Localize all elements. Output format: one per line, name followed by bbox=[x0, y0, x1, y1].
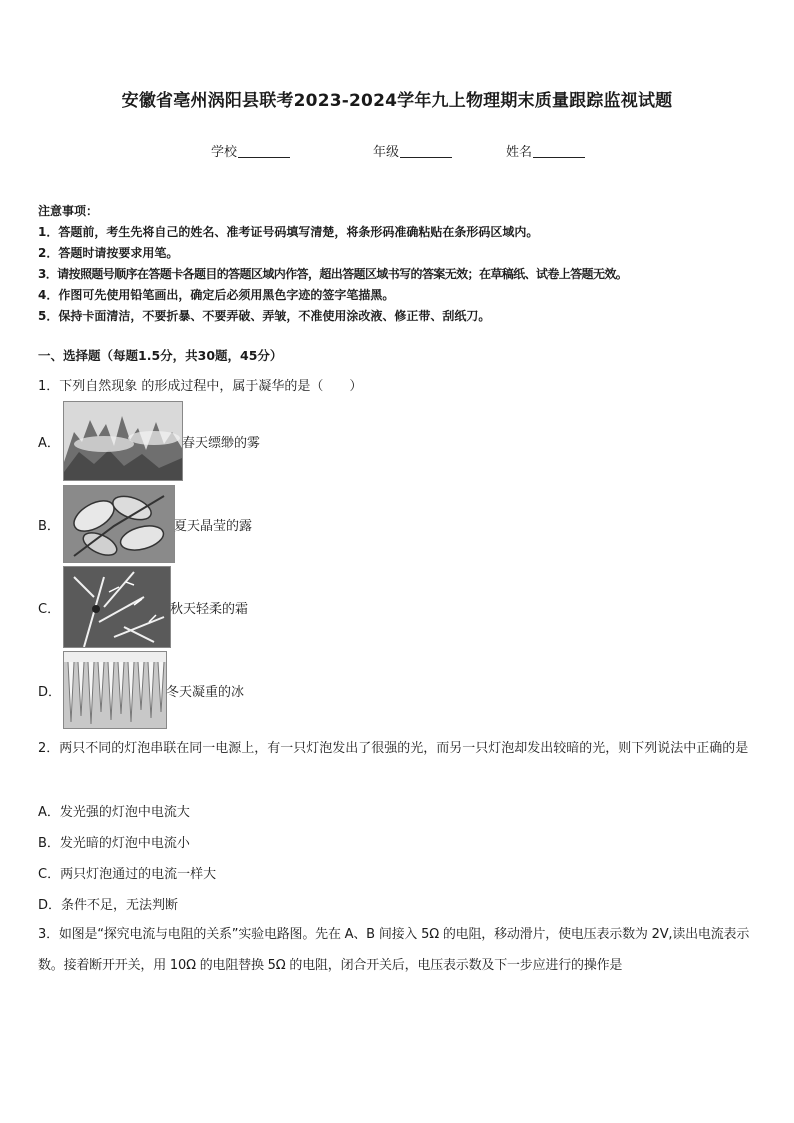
question-1-stem: 1．下列自然现象 的形成过程中，属于凝华的是（ ） bbox=[38, 379, 363, 394]
option-d-text: 冬天凝重的冰 bbox=[166, 685, 245, 700]
school-blank bbox=[238, 145, 290, 158]
question-3-stem: 3．如图是“探究电流与电阻的关系”实验电路图。先在 A、B 间接入 5Ω 的电阻，移动滑片，使电压表示数为 2V,读出电流表示数。接着断开开关，用 10Ω 的电阻替换 5Ω 的电阻，闭合开关后，电压表示数及下一步应进行的操作是 bbox=[38, 927, 750, 973]
dew-leaf-photo-icon bbox=[63, 485, 175, 563]
option-c-letter: C． bbox=[38, 602, 61, 617]
icicle-svg bbox=[64, 652, 166, 728]
question-2-option: C．两只灯泡通过的电流一样大 bbox=[38, 867, 217, 882]
notice-item: 1．答题前，考生先将自己的姓名、准考证号码填写清楚，将条形码准确粘贴在条形码区域内。 bbox=[38, 225, 539, 239]
grade-blank bbox=[400, 145, 452, 158]
school-field bbox=[211, 141, 290, 160]
grade-field bbox=[373, 141, 452, 160]
option-a-letter: A． bbox=[38, 436, 60, 451]
section-heading: 一、选择题（每题1.5分，共30题，45分） bbox=[38, 348, 283, 363]
notice-item: 5．保持卡面清洁，不要折暴、不要弄破、弄皱，不准使用涂改液、修正带、刮纸刀。 bbox=[38, 309, 491, 323]
question-2-option: B．发光暗的灯泡中电流小 bbox=[38, 836, 190, 851]
name-field bbox=[506, 141, 585, 160]
question-2-option: A．发光强的灯泡中电流大 bbox=[38, 805, 190, 820]
option-b-letter: B． bbox=[38, 519, 60, 534]
frost-branch-photo-icon bbox=[63, 566, 171, 648]
icicle-photo-icon bbox=[63, 651, 167, 729]
name-label: 姓名 bbox=[506, 145, 533, 160]
frost-branch-svg bbox=[64, 567, 170, 647]
option-a-text: 春天缥缈的雾 bbox=[182, 436, 261, 451]
dew-leaf-svg bbox=[64, 486, 174, 562]
option-c-text: 秋天轻柔的霜 bbox=[170, 602, 249, 617]
notice-item: 4．作图可先使用铅笔画出，确定后必须用黑色字迹的签字笔描黑。 bbox=[38, 288, 395, 302]
grade-label: 年级 bbox=[373, 145, 400, 160]
name-blank bbox=[533, 145, 585, 158]
school-label: 学校 bbox=[211, 145, 238, 160]
notice-item: 2．答题时请按要求用笔。 bbox=[38, 246, 179, 260]
notice-heading: 注意事项： bbox=[38, 204, 99, 218]
option-d-letter: D． bbox=[38, 685, 62, 700]
question-2-stem: 2．两只不同的灯泡串联在同一电源上，有一只灯泡发出了很强的光，而另一只灯泡却发出较暗的光，则下列说法中正确的是 bbox=[38, 741, 749, 756]
notice-block bbox=[38, 201, 778, 327]
page-title: 安徽省亳州涡阳县联考2023-2024学年九上物理期末质量跟踪监视试题 bbox=[121, 91, 673, 111]
mist-mountain-svg bbox=[64, 402, 182, 480]
notice-item: 3．请按照题号顺序在答题卡各题目的答题区域内作答，超出答题区域书写的答案无效；在草稿纸、试卷上答题无效。 bbox=[38, 267, 628, 281]
mist-mountain-photo-icon bbox=[63, 401, 183, 481]
question-2-option: D．条件不足，无法判断 bbox=[38, 898, 179, 913]
option-b-text: 夏天晶莹的露 bbox=[174, 519, 253, 534]
